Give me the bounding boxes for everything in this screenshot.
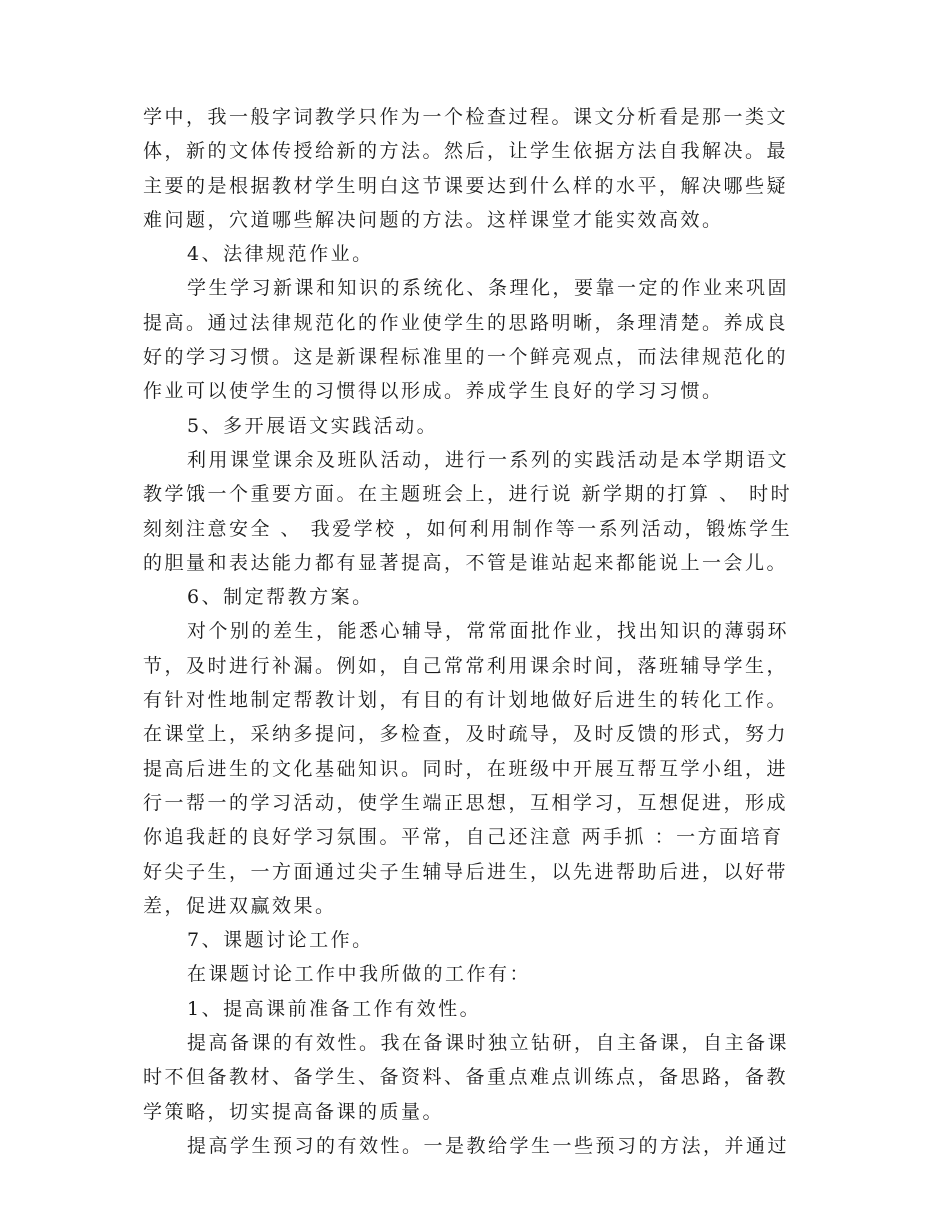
text-line: 学策略，切实提高备课的质量。: [143, 1100, 445, 1123]
text-line: 作业可以使学生的习惯得以形成。养成学生良好的学习习惯。: [143, 380, 724, 403]
text-line: 时不但备教材、备学生、备资料、备重点难点训练点，备思路，备教: [143, 1066, 789, 1089]
text-line: 差，促进双赢效果。: [143, 894, 337, 917]
text-line: 在课堂上，采纳多提问，多检查，及时疏导，及时反馈的形式，努力: [143, 723, 789, 746]
text-line: 7、课题讨论工作。: [187, 929, 374, 952]
body-text: [143, 100, 803, 1163]
text-line: 4、法律规范作业。: [187, 243, 374, 266]
text-line: 刻刻注意安全 、 我爱学校 ，如何利用制作等一系列活动，锻炼学生: [143, 517, 793, 540]
text-line: 6、制定帮教方案。: [187, 586, 374, 609]
text-line: 有针对性地制定帮教计划，有目的有计划地做好后进生的转化工作。: [143, 689, 789, 712]
text-line: 对个别的差生，能悉心辅导，常常面批作业，找出知识的薄弱环: [187, 620, 790, 643]
text-line: 体，新的文体传授给新的方法。然后，让学生依据方法自我解决。最: [143, 140, 789, 163]
text-line: 利用课堂课余及班队活动，进行一系列的实践活动是本学期语文: [187, 448, 790, 471]
text-line: 学中，我一般字词教学只作为一个检查过程。课文分析看是那一类文: [143, 106, 789, 128]
text-line: 5、多开展语文实践活动。: [187, 414, 439, 437]
text-line: 提高学生预习的有效性。一是教给学生一些预习的方法，并通过: [187, 1134, 790, 1157]
text-line: 提高备课的有效性。我在备课时独立钻研，自主备课，自主备课: [187, 1032, 790, 1055]
text-line: 节，及时进行补漏。例如，自己常常利用课余时间，落班辅导学生，: [143, 654, 789, 677]
text-line: 教学饿一个重要方面。在主题班会上，进行说 新学期的打算 、 时时: [143, 483, 793, 506]
text-line: 学生学习新课和知识的系统化、条理化，要靠一定的作业来巩固: [187, 277, 790, 300]
text-line: 提高后进生的文化基础知识。同时，在班级中开展互帮互学小组，进: [143, 757, 789, 780]
text-line: 好的学习习惯。这是新课程标准里的一个鲜亮观点，而法律规范化的: [143, 346, 789, 369]
text-line: 的胆量和表达能力都有显著提高，不管是谁站起来都能说上一会儿。: [143, 551, 789, 574]
text-line: 主要的是根据教材学生明白这节课要达到什么样的水平，解决哪些疑: [143, 174, 789, 197]
text-line: 难问题，穴道哪些解决问题的方法。这样课堂才能实效高效。: [143, 208, 724, 231]
text-line: 你追我赶的良好学习氛围。平常，自己还注意 两手抓 ：一方面培育: [143, 826, 784, 849]
text-line: 1、提高课前准备工作有效性。: [187, 997, 482, 1020]
text-line: 在课题讨论工作中我所做的工作有：: [187, 963, 532, 986]
text-line: 提高。通过法律规范化的作业使学生的思路明晰，条理清楚。养成良: [143, 311, 789, 334]
text-line: 行一帮一的学习活动，使学生端正思想，互相学习，互想促进，形成: [143, 791, 789, 814]
text-line: 好尖子生，一方面通过尖子生辅导后进生，以先进帮助后进，以好带: [143, 860, 789, 883]
